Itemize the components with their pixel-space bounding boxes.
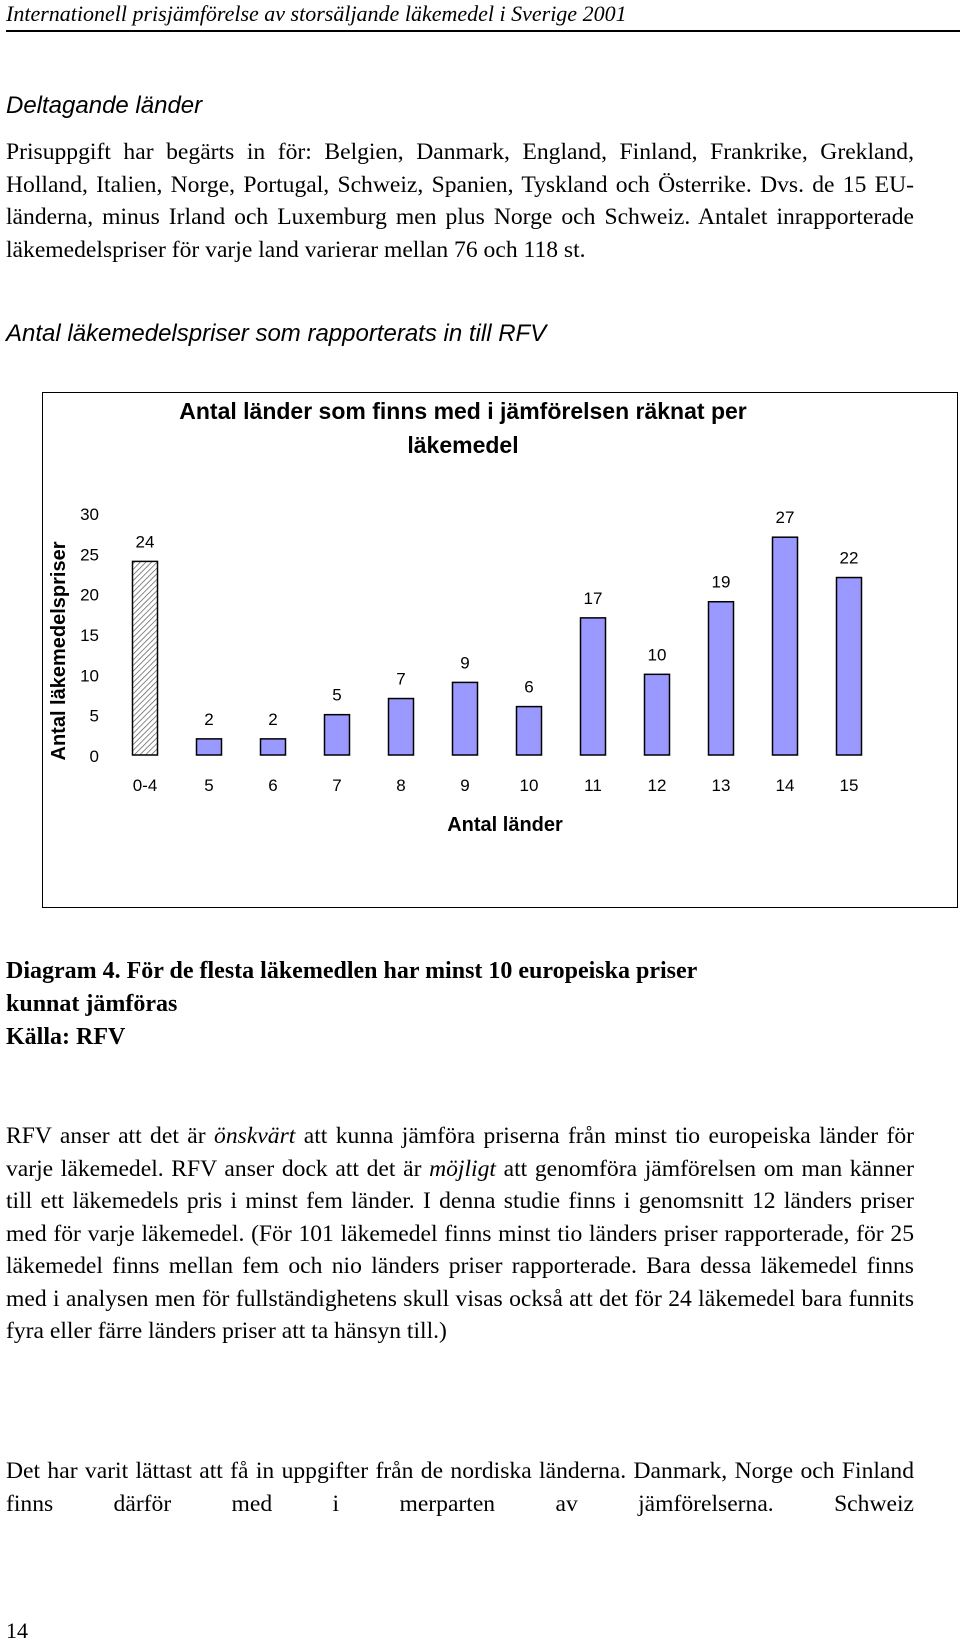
p2-part-c: att kunna jämföra priserna från minst tio europeiska länder för varje läkemedel. RFV anser dock att det är bbox=[6, 1123, 914, 1182]
bar-12 bbox=[645, 674, 670, 755]
figure-caption bbox=[6, 955, 914, 1054]
bar-0-4 bbox=[133, 561, 158, 755]
x-tick-label: 11 bbox=[584, 776, 602, 795]
body-paragraph-2-text: Det har varit lättast att få in uppgifter från de nordiska länderna. Danmark, Norge och Finland finns därför med i merparten av jämförelserna. Schweiz bbox=[6, 1458, 914, 1517]
x-tick-label: 14 bbox=[775, 776, 795, 795]
bar-14 bbox=[773, 537, 798, 755]
data-label-11: 17 bbox=[583, 588, 603, 608]
bar-15 bbox=[837, 578, 862, 755]
y-tick-label: 0 bbox=[89, 747, 99, 766]
data-label-9: 9 bbox=[460, 653, 470, 673]
y-tick-label: 30 bbox=[80, 505, 99, 524]
plot-area bbox=[80, 505, 861, 795]
data-label-6: 2 bbox=[268, 709, 278, 729]
bar-chart bbox=[43, 393, 956, 906]
p2-emphasis-onskvart: önskvärt bbox=[214, 1123, 296, 1149]
p2-part-e: att genomföra jämförelsen om man känner till ett läkemedels pris i minst fem länder. I denna studie finns i genomsnitt 12 länders priser med för varje läkemedel. (För 101 läkemedel finns minst tio länders priser rapporterade, för 25 läkemedel finns mellan fem och nio länders priser rapporterade. Bara dessa läkemedel finns med i analysen men för fullständighetens skull visas också att det för 24 läkemedel bara funnits fyra eller färre länders priser att ta hänsyn till.) bbox=[6, 1155, 914, 1344]
running-header: Internationell prisjämförelse av storsäljande läkemedel i Sverige 2001 bbox=[6, 0, 960, 32]
body-paragraph-1 bbox=[6, 1120, 914, 1348]
x-tick-label: 12 bbox=[647, 776, 667, 795]
chart-title-line-1: Antal länder som finns med i jämförelsen räknat per bbox=[179, 398, 747, 424]
bar-11 bbox=[581, 618, 606, 755]
bar-5 bbox=[197, 739, 222, 755]
x-tick-label: 5 bbox=[204, 776, 214, 795]
caption-source: Källa: RFV bbox=[6, 1024, 126, 1050]
x-axis-label: Antal länder bbox=[447, 814, 563, 836]
body-paragraph-2 bbox=[6, 1455, 914, 1520]
body-paragraph-1-text bbox=[6, 1120, 914, 1348]
chart-frame bbox=[42, 392, 958, 908]
data-label-10: 6 bbox=[524, 677, 534, 697]
bar-7 bbox=[325, 715, 350, 755]
bar-10 bbox=[517, 707, 542, 755]
p2-part-a: RFV anser att det är bbox=[6, 1123, 215, 1149]
data-label-13: 19 bbox=[711, 572, 731, 592]
p2-emphasis-mojligt: möjligt bbox=[429, 1155, 496, 1182]
bar-8 bbox=[389, 699, 414, 755]
data-label-14: 27 bbox=[775, 508, 795, 528]
y-tick-label: 10 bbox=[80, 666, 99, 686]
intro-paragraph bbox=[6, 136, 914, 266]
data-label-5: 2 bbox=[204, 709, 214, 729]
chart-title-line-2: läkemedel bbox=[407, 432, 519, 458]
page-number: 14 bbox=[6, 1618, 28, 1643]
bar-13 bbox=[709, 602, 734, 755]
y-tick-label: 20 bbox=[80, 585, 99, 605]
y-tick-label: 15 bbox=[80, 626, 99, 645]
bar-6 bbox=[261, 739, 286, 755]
intro-paragraph-text: Prisuppgift har begärts in för: Belgien, Danmark, England, Finland, Frankrike, Grekland, Holland, Italien, Norge, Portugal, Schweiz, Spanien, Tyskland och Österrike. Dvs. de 15 EU-länderna, minus Irland och Luxemburg men plus Norge och Schweiz. Antalet inrapporterade läkemedelspriser för varje land varierar mellan 76 och 118 st. bbox=[6, 139, 914, 263]
x-tick-label: 9 bbox=[460, 776, 470, 795]
x-tick-label: 7 bbox=[332, 776, 342, 795]
y-tick-label: 5 bbox=[89, 706, 99, 726]
section-heading: Deltagande länder bbox=[6, 92, 203, 119]
x-tick-label: 8 bbox=[396, 776, 406, 795]
caption-line-2: kunnat jämföras bbox=[6, 991, 178, 1017]
x-tick-label: 13 bbox=[711, 776, 731, 795]
data-label-7: 5 bbox=[332, 685, 342, 705]
data-label-0-4: 24 bbox=[135, 532, 155, 552]
y-tick-label: 25 bbox=[80, 545, 99, 565]
chart-subheading: Antal läkemedelspriser som rapporterats in till RFV bbox=[6, 320, 547, 347]
y-axis-label: Antal läkemedelspriser bbox=[48, 541, 70, 761]
x-tick-label: 15 bbox=[839, 776, 859, 795]
bar-9 bbox=[453, 682, 478, 755]
x-tick-label: 0-4 bbox=[132, 776, 158, 795]
data-label-15: 22 bbox=[839, 548, 859, 568]
caption-line-1: Diagram 4. För de flesta läkemedlen har minst 10 europeiska priser bbox=[6, 958, 698, 984]
x-tick-label: 6 bbox=[268, 776, 278, 795]
x-tick-label: 10 bbox=[519, 776, 539, 795]
data-label-12: 10 bbox=[647, 645, 667, 665]
data-label-8: 7 bbox=[396, 669, 406, 689]
